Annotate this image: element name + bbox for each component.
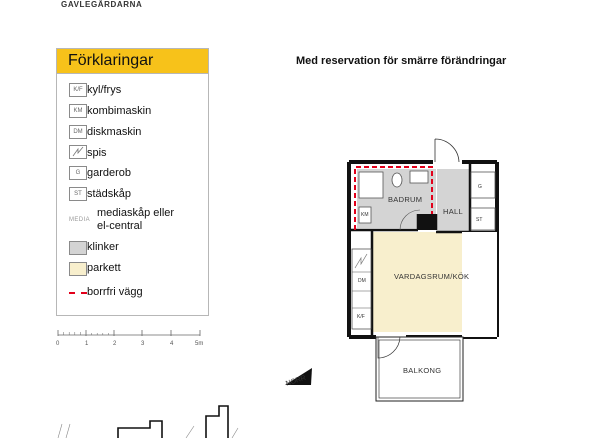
legend-label-kombimaskin: kombimaskin bbox=[87, 105, 152, 117]
parkett-floor bbox=[372, 232, 462, 332]
room-label-hall: HALL bbox=[443, 207, 463, 216]
legend-label-garderob: garderob bbox=[87, 167, 132, 179]
scale-tick-3: 3 bbox=[141, 341, 145, 347]
fixture-label-st: ST bbox=[476, 217, 483, 223]
legend-label-borrfri: borrfri vägg bbox=[87, 286, 143, 298]
fixture-label-dm: DM bbox=[358, 278, 366, 284]
legend-label-elcentral: el-central bbox=[97, 220, 143, 232]
toilet-icon bbox=[392, 173, 402, 187]
kylfrys-symbol: K/F bbox=[69, 83, 87, 97]
scale-tick-1: 1 bbox=[85, 341, 89, 347]
room-label-badrum: BADRUM bbox=[388, 195, 423, 204]
legend-label-klinker: klinker bbox=[87, 241, 119, 253]
media-symbol: MEDIA bbox=[69, 217, 91, 223]
hall-floor bbox=[437, 169, 470, 231]
garderob-symbol: G bbox=[69, 166, 87, 180]
diskmaskin-symbol: DM bbox=[69, 125, 87, 139]
fixture-label-kf: K/F bbox=[357, 314, 365, 320]
room-label-vardagsrum: VARDAGSRUM/KÖK bbox=[394, 272, 470, 281]
legend-label-parkett: parkett bbox=[87, 262, 121, 274]
legend-label-diskmaskin: diskmaskin bbox=[87, 126, 142, 138]
north-label: NORR bbox=[285, 374, 307, 388]
brand-logo-text: GAVLEGÅRDARNA bbox=[61, 0, 143, 9]
scale-tick-0: 0 bbox=[56, 341, 60, 347]
sink-icon bbox=[410, 171, 428, 183]
scale-tick-4: 4 bbox=[170, 341, 174, 347]
right-wall-strip bbox=[462, 232, 497, 337]
legend-label-spis: spis bbox=[87, 147, 107, 159]
stadskap-box bbox=[471, 208, 495, 230]
garderob-box bbox=[471, 172, 495, 198]
scale-tick-2: 2 bbox=[113, 341, 117, 347]
kombimaskin-symbol: KM bbox=[69, 104, 87, 118]
shower-area bbox=[359, 172, 383, 198]
entrance-door[interactable] bbox=[435, 139, 459, 162]
reservation-note: Med reservation för smärre förändringar bbox=[296, 55, 507, 67]
legend-label-stadskap: städskåp bbox=[87, 188, 132, 200]
stadskap-symbol: ST bbox=[69, 187, 87, 201]
shaft bbox=[418, 214, 436, 230]
fixture-label-g: G bbox=[478, 184, 482, 190]
scale-tick-5: 5m bbox=[195, 341, 204, 347]
legend-title: Förklaringar bbox=[57, 49, 208, 74]
legend-label-media: mediaskåp eller bbox=[97, 207, 175, 219]
legend-label-kylfrys: kyl/frys bbox=[87, 84, 122, 96]
room-label-balkong: BALKONG bbox=[403, 366, 442, 375]
fixture-label-km: KM bbox=[361, 212, 369, 218]
site-plan-fragment bbox=[118, 406, 228, 438]
